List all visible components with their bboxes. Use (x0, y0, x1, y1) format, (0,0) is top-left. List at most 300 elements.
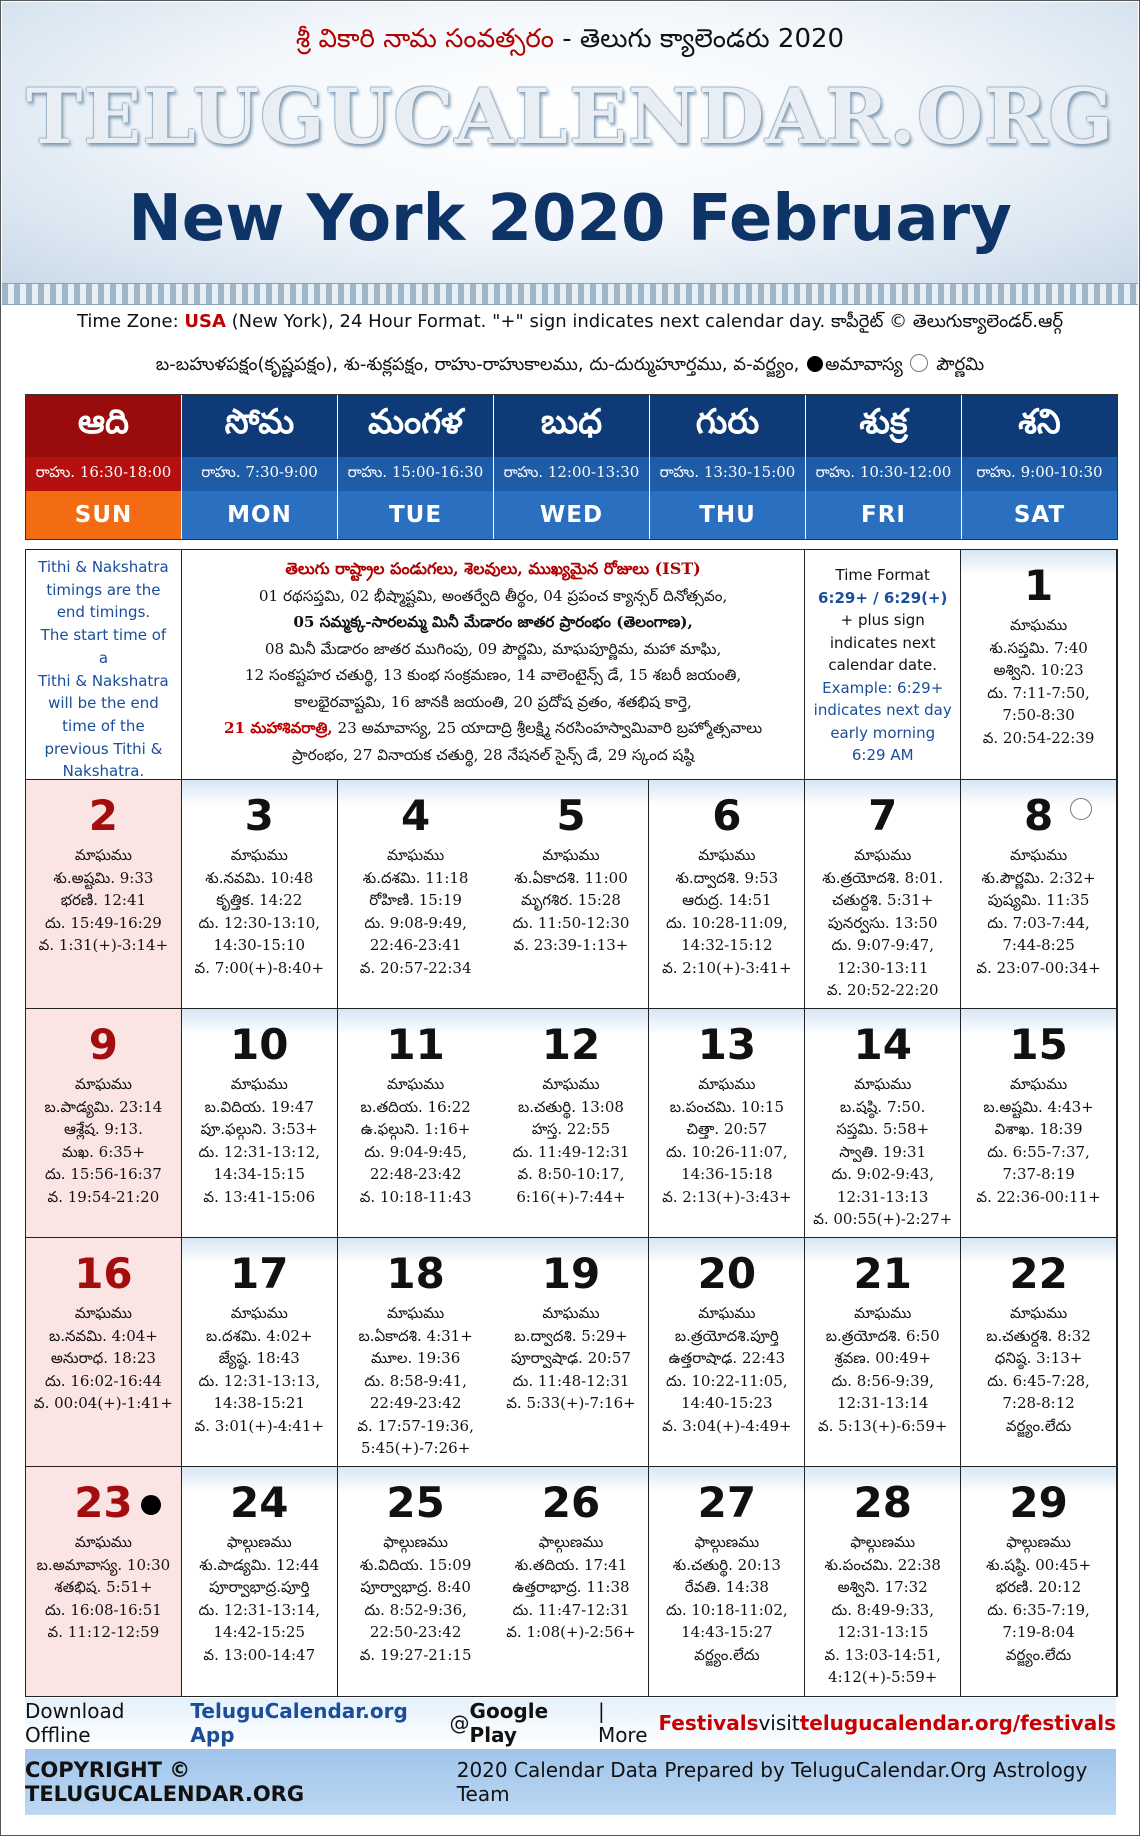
panchang-line: వ. 00:04(+)-1:41+ (33, 1394, 173, 1412)
panchang-line: మాఘము (1009, 1304, 1068, 1322)
note-line: indicates next (829, 633, 936, 652)
day-cell (182, 1467, 338, 1696)
panchang-line: పూర్వాభాద్ర. 8:40 (360, 1578, 471, 1596)
panchang-line: 14:42-15:25 (213, 1623, 306, 1641)
decorative-border (2, 283, 1138, 305)
panchang-line: వ. 11:12-12:59 (47, 1623, 160, 1641)
panchang-line: బ.పంచమి. 10:15 (669, 1097, 785, 1116)
day-number: 22 (1009, 1249, 1068, 1298)
panchang-info (961, 614, 1116, 749)
panchang-info (649, 1302, 804, 1437)
panchang-info (805, 1073, 960, 1231)
panchang-line: దు. 10:26-11:07, (666, 1142, 788, 1161)
panchang-line: మాఘము (1009, 846, 1068, 864)
weekday-telugu: మంగళ (338, 395, 493, 457)
day-number: 7 (868, 791, 898, 840)
day-number: 19 (541, 1249, 601, 1298)
rahukalam: రాహు. 9:00-10:30 (962, 457, 1117, 491)
panchang-line: ఉత్తరాషాఢ. 22:43 (668, 1349, 786, 1367)
panchang-line: వ. 19:54-21:20 (47, 1187, 160, 1206)
panchang-line: శతభిష. 5:51+ (54, 1578, 153, 1596)
panchang-line: చతుర్దశి. 5:31+ (832, 891, 934, 909)
day-number: 15 (1009, 1020, 1068, 1069)
new-moon-icon (807, 356, 823, 372)
note-line: indicates next day (813, 701, 952, 719)
panchang-line: 22:50-23:42 (369, 1623, 462, 1641)
day-cell (649, 1467, 805, 1696)
note-line: calendar date. (828, 656, 937, 674)
festival-line: 01 రథసప్తమి, 02 భీష్మాష్టమి, అంతర్వేది తీర్థం, 04 ప్రపంచ క్యాన్సర్ దినోత్సవం, (258, 586, 728, 605)
panchang-line: శు.విదియ. 15:09 (359, 1555, 472, 1574)
day-number: 28 (853, 1478, 912, 1527)
day-number: 3 (244, 791, 274, 840)
panchang-line: మాఘము (854, 1304, 912, 1322)
day-cell (961, 1238, 1117, 1467)
panchang-line: మఖ. 6:35+ (61, 1142, 145, 1161)
panchang-info (338, 1302, 494, 1460)
panchang-line: పూర్వాభాద్ర.పూర్తి (209, 1578, 310, 1596)
day-cell (26, 1009, 182, 1238)
panchang-line: బ.ద్వాదశి. 5:29+ (514, 1326, 628, 1345)
panchang-line: భరణి. 12:41 (60, 891, 147, 909)
day-number: 11 (386, 1020, 445, 1069)
panchang-line: వర్జ్యం.లేదు (1005, 1416, 1072, 1435)
weekday-telugu: శని (962, 395, 1117, 457)
panchang-line: మాఘము (698, 1075, 756, 1093)
panchang-line: దు. 11:48-12:31 (512, 1371, 630, 1390)
panchang-line: 14:32-15:12 (681, 936, 773, 954)
festival-line: కాలభైరవాష్టమి, 16 జానకి జయంతి, 20 ప్రదోష వ్రతం, శతభిష కార్తె, (294, 692, 692, 711)
prepared-by: 2020 Calendar Data Prepared by TeluguCalendar.Org Astrology Team (456, 1758, 1088, 1806)
panchang-line: 22:49-23:42 (369, 1394, 462, 1412)
panchang-line: దు. 12:31-13:13, (198, 1371, 321, 1390)
note-line: will be the end (48, 694, 159, 713)
note-line: The start time of a (40, 626, 167, 667)
day-cell (26, 780, 182, 1009)
panchang-line: 12:31-13:15 (836, 1623, 929, 1641)
panchang-line: వ. 23:07-00:34+ (976, 958, 1101, 977)
day-number: 26 (541, 1478, 601, 1527)
site-logo: TELUGUCALENDAR.ORG (25, 72, 1115, 161)
panchang-line: కృత్తిక. 14:22 (216, 891, 303, 909)
note-line: 6:29 AM (851, 746, 914, 764)
panchang-line: వ. 10:18-11:43 (359, 1187, 472, 1206)
download-text: Download Offline (25, 1699, 125, 1747)
panchang-line: బ.విదియ. 19:47 (204, 1097, 314, 1116)
rahukalam: రాహు. 7:30-9:00 (182, 457, 337, 491)
note-line: Example: 6:29+ (822, 678, 944, 697)
weekday-mon (181, 395, 337, 539)
panchang-line: దు. 6:45-7:28, (987, 1371, 1090, 1390)
note-line: end timings. (56, 603, 151, 622)
day-cell (805, 1467, 961, 1696)
at-text: @ (449, 1711, 470, 1735)
day-cell (494, 1009, 650, 1238)
panchang-info (182, 1073, 337, 1208)
panchang-line: దు. 16:02-16:44 (45, 1371, 162, 1390)
panchang-line: శు.నవమి. 10:48 (205, 868, 314, 887)
panchang-line: 14:34-15:15 (213, 1165, 306, 1183)
panchang-line: మాఘము (1009, 1075, 1068, 1093)
panchang-info (26, 1073, 181, 1208)
panchang-line: బ.చతుర్దశి. 8:32 (986, 1326, 1091, 1345)
panchang-line: దు. 11:47-12:31 (512, 1600, 630, 1619)
day-cell (182, 780, 338, 1009)
weekday-telugu: శుక్ర (806, 395, 961, 457)
panchang-line: మాఘము (230, 1304, 288, 1322)
panchang-line: దు. 15:49-16:29 (45, 913, 162, 932)
panchang-line: పునర్వసు. 13:50 (827, 913, 938, 932)
weekday-telugu: సోమ (182, 395, 337, 457)
panchang-line: మాఘము (698, 846, 756, 864)
panchang-line: 12:31-13:14 (836, 1394, 929, 1412)
panchang-line: పూ.ఫల్గుని. 3:53+ (200, 1120, 318, 1138)
panchang-line: 7:28-8:12 (1002, 1394, 1075, 1412)
panchang-info (338, 1531, 494, 1666)
panchang-line: మాఘము (74, 846, 132, 864)
festival-list (182, 550, 805, 780)
panchang-line: దు. 6:35-7:19, (987, 1600, 1090, 1619)
note-line: timings are the (46, 580, 161, 599)
panchang-info (26, 1302, 181, 1415)
panchang-line: శు.పౌర్ణమి. 2:32+ (981, 868, 1096, 887)
panchang-line: బ.అష్టమి. 4:43+ (983, 1097, 1094, 1116)
note-line: Time Format (835, 566, 930, 584)
timezone-info (1, 311, 1139, 336)
day-cell (649, 780, 805, 1009)
festival-heading: తెలుగు రాష్ట్రాల పండుగలు, శెలవులు, ముఖ్యమైన రోజులు (IST) (285, 559, 701, 578)
panchang-line: దు. 11:50-12:30 (512, 913, 630, 932)
note-line: Nakshatra. (62, 762, 145, 780)
panchang-line: 7:19-8:04 (1002, 1623, 1075, 1641)
panchang-line: వ. 00:55(+)-2:27+ (813, 1210, 953, 1228)
day-cell (494, 1467, 650, 1696)
panchang-info (494, 1073, 649, 1208)
panchang-line: భరణి. 20:12 (995, 1578, 1082, 1596)
panchang-line: దు. 9:02-9:43, (831, 1165, 934, 1183)
panchang-line: వర్జ్యం.లేదు (1005, 1645, 1072, 1664)
weekday-fri (805, 395, 961, 539)
rahukalam: రాహు. 16:30-18:00 (26, 457, 181, 491)
legend-amavasya: అమావాస్య (825, 354, 903, 375)
day-cell (805, 780, 961, 1009)
day-cell (494, 1238, 650, 1467)
panchang-line: మాఘము (230, 846, 288, 864)
panchang-line: వ. 3:01(+)-4:41+ (194, 1416, 325, 1435)
panchang-line: మాఘము (387, 1075, 445, 1093)
panchang-line: శు.అష్టమి. 9:33 (53, 868, 154, 887)
copyright-bar (25, 1749, 1116, 1815)
panchang-line: బ.ఏకాదశి. 4:31+ (358, 1326, 473, 1345)
header-banner (2, 2, 1138, 288)
panchang-info (805, 1302, 960, 1437)
panchang-line: వ. 23:39-1:13+ (513, 936, 629, 954)
day-cell (338, 1238, 494, 1467)
note-line: time of the (62, 716, 145, 735)
panchang-line: సప్తమి. 5:58+ (836, 1120, 930, 1138)
panchang-line: దు. 12:31-13:14, (198, 1600, 321, 1619)
panchang-line: 14:38-15:21 (213, 1394, 306, 1412)
panchang-info (26, 1531, 181, 1644)
day-number: 10 (230, 1020, 289, 1069)
weekday-tue (337, 395, 493, 539)
google-play-link[interactable]: Google Play (469, 1699, 549, 1747)
app-link[interactable]: TeluguCalendar.org App (190, 1699, 408, 1747)
panchang-line: విశాఖ. 18:39 (994, 1120, 1083, 1138)
panchang-line: 5:45(+)-7:26+ (360, 1439, 471, 1457)
panchang-line: మాఘము (74, 1304, 132, 1322)
panchang-line: వ. 20:54-22:39 (982, 728, 1095, 747)
weekday-sat (961, 395, 1117, 539)
day-cell (961, 1009, 1117, 1238)
weekday-english: TUE (338, 491, 493, 539)
panchang-line: దు. 9:08-9:49, (364, 913, 467, 932)
day-cell (649, 1009, 805, 1238)
day-number: 23 (74, 1478, 133, 1527)
panchang-line: వ. 17:57-19:36, (357, 1416, 474, 1435)
panchang-line: మాఘము (698, 1304, 756, 1322)
panchang-line: ఆశ్లేష. 9:13. (63, 1120, 143, 1138)
timezone-country: USA (184, 311, 226, 332)
legend-purnima: పౌర్ణమి (936, 354, 985, 375)
panchang-line: 4:12(+)-5:59+ (828, 1668, 938, 1686)
panchang-line: ఫాల్గుణము (383, 1533, 448, 1551)
panchang-info (338, 1073, 494, 1208)
panchang-line: 6:16(+)-7:44+ (516, 1187, 626, 1206)
rahukalam: రాహు. 15:00-16:30 (338, 457, 493, 491)
panchang-line: దు. 9:07-9:47, (831, 936, 934, 954)
panchang-line: 7:37-8:19 (1002, 1165, 1075, 1183)
calendar-year-label: - తెలుగు క్యాలెండరు 2020 (553, 24, 845, 54)
panchang-line: ఫాల్గుణము (1006, 1533, 1071, 1551)
panchang-line: వ. 3:04(+)-4:49+ (662, 1416, 792, 1435)
panchang-info (182, 844, 337, 979)
day-cell (182, 1238, 338, 1467)
day-number: 24 (230, 1478, 289, 1527)
panchang-line: వ. 20:57-22:34 (359, 958, 472, 977)
panchang-line: శు.తదియ. 17:41 (514, 1555, 628, 1574)
panchang-line: మాఘము (854, 846, 912, 864)
panchang-line: మూల. 19:36 (370, 1349, 461, 1367)
tithi-timing-note (26, 550, 182, 780)
weekday-english: THU (650, 491, 805, 539)
panchang-line: దు. 8:58-9:41, (364, 1371, 467, 1390)
panchang-line: వ. 13:03-14:51, (824, 1645, 941, 1664)
samvatsaram-line (2, 24, 1138, 60)
day-number: 29 (1009, 1478, 1068, 1527)
panchang-line: వ. 19:27-21:15 (359, 1645, 472, 1664)
panchang-line: అనురాధ. 18:23 (50, 1349, 156, 1367)
panchang-line: హస్త. 22:55 (531, 1120, 611, 1138)
panchang-line: శ్రవణ. 00:49+ (834, 1349, 932, 1367)
weekday-telugu: ఆది (26, 395, 181, 457)
weekday-telugu: బుధ (494, 395, 649, 457)
panchang-line: దు. 11:49-12:31 (512, 1142, 630, 1161)
day-cell (182, 1009, 338, 1238)
panchang-info (649, 844, 804, 979)
copyright: COPYRIGHT © TELUGUCALENDAR.ORG (25, 1758, 305, 1806)
panchang-line: మాఘము (542, 1075, 600, 1093)
panchang-line: బ.దశమి. 4:02+ (206, 1326, 313, 1345)
panchang-line: ఫాల్గుణము (850, 1533, 916, 1551)
panchang-line: ఆరుద్ర. 14:51 (682, 891, 772, 909)
panchang-line: దు. 8:49-9:33, (831, 1600, 934, 1619)
weekday-english: WED (494, 491, 649, 539)
day-cell (961, 550, 1117, 780)
festivals-link[interactable]: Festivals (658, 1711, 759, 1735)
day-cell (961, 780, 1117, 1009)
panchang-line: శు.దశమి. 11:18 (362, 868, 469, 887)
panchang-line: శు.త్రయోదశి. 8:01. (822, 868, 944, 887)
panchang-line: వ. 20:52-22:20 (826, 981, 939, 999)
panchang-line: చిత్తా. 20:57 (686, 1120, 768, 1138)
panchang-line: బ.తదియ. 16:22 (360, 1097, 471, 1116)
panchang-line: శు.ఏకాదశి. 11:00 (514, 868, 628, 887)
panchang-line: వ. 5:33(+)-7:16+ (506, 1394, 636, 1412)
panchang-line: దు. 8:52-9:36, (364, 1600, 467, 1619)
day-number: 1 (1023, 561, 1054, 610)
panchang-line: వ. 13:41-15:06 (203, 1187, 316, 1206)
panchang-line: పుష్యమి. 11:35 (987, 891, 1090, 909)
timezone-rest: (New York), 24 Hour Format. "+" sign indicates next calendar day. కాపీరైట్ © తెలుగుక్యాలెండర్.ఆర్గ్ (225, 311, 1064, 332)
panchang-line: మాఘము (854, 1075, 912, 1093)
panchang-line: దు. 6:55-7:37, (987, 1142, 1090, 1161)
more-text: | More (597, 1699, 648, 1747)
panchang-line: ఫాల్గుణము (226, 1533, 292, 1551)
rahukalam: రాహు. 13:30-15:00 (650, 457, 805, 491)
panchang-line: రేవతి. 14:38 (684, 1578, 769, 1596)
new-moon-icon (141, 1495, 161, 1515)
panchang-line: దు. 9:04-9:45, (364, 1142, 467, 1161)
note-line: early morning (830, 723, 936, 742)
day-number: 6 (712, 791, 742, 840)
panchang-line: మాఘము (387, 846, 445, 864)
panchang-line: దు. 7:03-7:44, (987, 913, 1090, 932)
full-moon-icon (910, 354, 928, 372)
festival-line: 08 మినీ మేడారం జాతర ముగింపు, 09 పౌర్ణమి, మాఘపూర్ణిమ, మహా మాఘి, (264, 639, 722, 658)
day-cell (805, 1009, 961, 1238)
day-cell (338, 780, 494, 1009)
panchang-line: ధనిష్ఠ. 3:13+ (994, 1349, 1083, 1367)
panchang-info (494, 1302, 649, 1415)
day-number: 5 (556, 791, 586, 840)
panchang-info (26, 844, 181, 957)
weekday-english: MON (182, 491, 337, 539)
panchang-line: మృగశిర. 15:28 (521, 891, 621, 909)
panchang-line: శు.ద్వాదశి. 9:53 (675, 868, 779, 887)
panchang-line: 7:50-8:30 (1002, 706, 1075, 724)
panchang-line: 14:36-15:18 (681, 1165, 773, 1183)
weekday-telugu: గురు (650, 395, 805, 457)
day-number: 18 (386, 1249, 445, 1298)
panchang-line: దు. 15:56-16:37 (45, 1165, 162, 1183)
weekday-header (25, 394, 1118, 540)
day-cell (649, 1238, 805, 1467)
panchang-line: వ. 2:13(+)-3:43+ (662, 1187, 792, 1206)
panchang-info (649, 1531, 804, 1666)
panchang-line: రోహిణి. 15:19 (369, 891, 462, 909)
day-number: 2 (88, 791, 119, 840)
panchang-info (805, 1531, 960, 1689)
panchang-line: మాఘము (542, 1304, 600, 1322)
panchang-line: 12:30-13:11 (836, 958, 929, 977)
day-cell (805, 1238, 961, 1467)
weekday-english: SAT (962, 491, 1117, 539)
panchang-line: మాఘము (74, 1075, 132, 1093)
day-number: 8 (1023, 791, 1054, 840)
samvatsaram-name: శ్రీ వికారి నామ సంవత్సరం (295, 24, 554, 54)
panchang-line: దు. 8:56-9:39, (831, 1371, 934, 1390)
panchang-line: బ.షష్ఠి. 7:50. (840, 1097, 926, 1116)
weekday-thu (649, 395, 805, 539)
note-line: Tithi & Nakshatra (38, 558, 169, 576)
panchang-line: అశ్విని. 17:32 (837, 1578, 928, 1596)
panchang-info (961, 1073, 1116, 1208)
panchang-line: దు. 12:31-13:12, (198, 1142, 321, 1161)
panchang-info (961, 1531, 1116, 1666)
day-number: 9 (88, 1020, 119, 1069)
day-number: 25 (386, 1478, 445, 1527)
panchang-line: దు. 12:30-13:10, (198, 913, 321, 932)
rahukalam: రాహు. 12:00-13:30 (494, 457, 649, 491)
day-number: 16 (74, 1249, 133, 1298)
panchang-line: దు. 7:11-7:50, (987, 683, 1090, 702)
panchang-line: బ.త్రయోదశి. 6:50 (825, 1326, 940, 1345)
festivals-url-link[interactable]: telugucalendar.org/festivals (799, 1711, 1116, 1735)
weekday-english: SUN (26, 491, 181, 539)
panchang-info (805, 844, 960, 1002)
maha-shivaratri: 21 మహాశివరాత్రి, (223, 719, 333, 737)
panchang-line: మాఘము (387, 1304, 445, 1322)
day-number: 4 (401, 791, 431, 840)
rahukalam: రాహు. 10:30-12:00 (806, 457, 961, 491)
panchang-line: వ. 8:50-10:17, (517, 1165, 625, 1183)
calendar-grid (25, 549, 1118, 1697)
note-line: Tithi & Nakshatra (38, 671, 169, 690)
festival-line: 05 సమ్మక్క-సారలమ్మ మినీ మేడారం జాతర ప్రారంభం (తెలంగాణ), (293, 613, 693, 631)
panchang-info (338, 844, 494, 979)
abbreviation-legend (1, 354, 1139, 379)
panchang-line: దు. 10:28-11:09, (666, 913, 788, 932)
panchang-line: ఉత్తరాభాద్ర. 11:38 (512, 1578, 630, 1596)
panchang-line: బ.నవమి. 4:04+ (48, 1326, 158, 1345)
time-format-note (805, 550, 961, 780)
panchang-line: 22:46-23:41 (369, 936, 462, 954)
panchang-line: 14:43-15:27 (681, 1623, 773, 1641)
festival-line: 12 సంకష్టహర చతుర్థి, 13 కుంభ సంక్రమణం, 14 వాలెంటైన్స్ డే, 15 శబరీ జయంతి, (244, 666, 742, 684)
panchang-line: 14:30-15:10 (213, 936, 306, 954)
panchang-line: మాఘము (542, 846, 600, 864)
panchang-line: వ. 1:08(+)-2:56+ (506, 1623, 636, 1641)
day-number: 27 (697, 1478, 757, 1527)
panchang-line: శు.సప్తమి. 7:40 (989, 638, 1088, 657)
day-number: 12 (541, 1020, 601, 1069)
panchang-line: ఫాల్గుణము (538, 1533, 604, 1551)
panchang-line: వ. 13:00-14:47 (203, 1645, 316, 1664)
panchang-line: బ.అమావాస్య. 10:30 (36, 1555, 171, 1574)
day-cell (961, 1467, 1117, 1696)
day-number: 14 (853, 1020, 912, 1069)
weekday-sun (26, 395, 181, 539)
day-cell (26, 1467, 182, 1696)
panchang-line: దు. 10:18-11:02, (666, 1600, 788, 1619)
panchang-line: దు. 16:08-16:51 (45, 1600, 162, 1619)
note-line: 6:29+ / 6:29(+) (818, 588, 948, 607)
panchang-line: శు.పాడ్యమి. 12:44 (199, 1555, 320, 1574)
festival-line (188, 715, 798, 742)
panchang-line: మాఘము (230, 1075, 288, 1093)
weekday-english: FRI (806, 491, 961, 539)
